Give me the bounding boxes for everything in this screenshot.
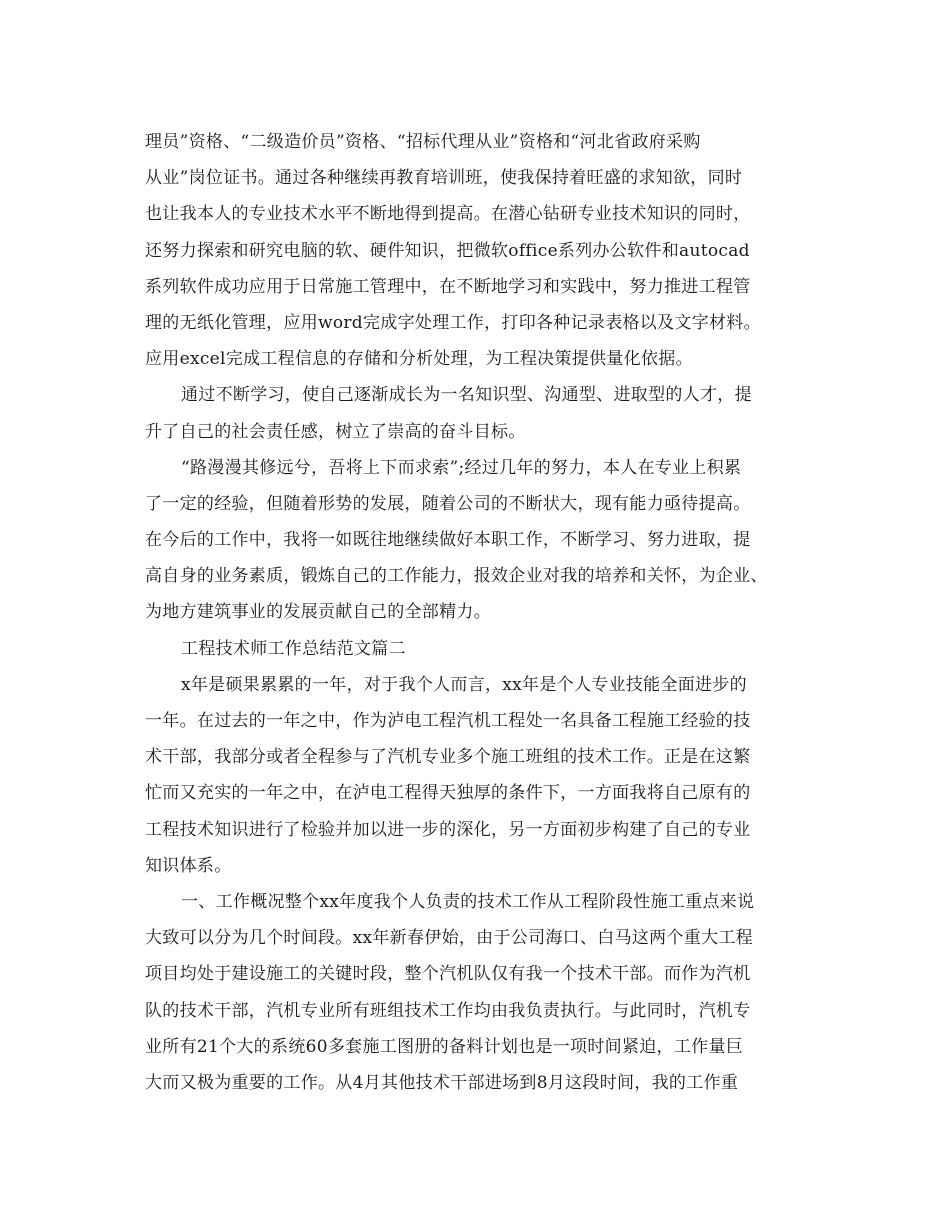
text-line: 理的无纸化管理，应用word完成字处理工作，打印各种记录表格以及文字材料。 (145, 312, 761, 333)
text-line: 还努力探索和研究电脑的软、硬件知识，把微软office系列办公软件和autocad (145, 240, 750, 261)
text-line: 一年。在过去的一年之中，作为泸电工程汽机工程处一名具备工程施工经验的技 (145, 711, 751, 731)
text-line: “路漫漫其修远兮，吾将上下而求索”;经过几年的努力，本人在专业上积累 (181, 457, 742, 478)
text-line: 了一定的经验，但随着形势的发展，随着公司的不断状大，现有能力亟待提高。 (145, 493, 751, 514)
text-line: 系列软件成功应用于日常施工管理中，在不断地学习和实践中，努力推进工程管 (145, 276, 751, 297)
text-line: 知识体系。 (145, 855, 232, 876)
document-body (145, 124, 810, 1101)
text-line: 忙而又充实的一年之中，在泸电工程得天独厚的条件下，一方面我将自己原有的 (145, 783, 751, 804)
text-line: 工程技术师工作总结范文篇二 (181, 638, 406, 659)
text-line: 从业”岗位证书。通过各种继续再教育培训班，使我保持着旺盛的求知欲，同时 (145, 168, 743, 189)
text-line: 项目均处于建设施工的关键时段，整个汽机队仅有我一个技术干部。而作为汽机 (145, 964, 751, 985)
text-line: 高自身的业务素质，锻炼自己的工作能力，报效企业对我的培养和关怀，为企业、 (145, 566, 768, 587)
text-line: 术干部，我部分或者全程参与了汽机专业多个施工班组的技术工作。正是在这繁 (145, 747, 751, 768)
text-line: 工程技术知识进行了检验并加以进一步的深化，另一方面初步构建了自己的专业 (145, 819, 751, 840)
text-line: 队的技术干部，汽机专业所有班组技术工作均由我负责执行。与此同时，汽机专 (145, 1000, 751, 1021)
text-line: 一、工作概况整个xx年度我个人负责的技术工作从工程阶段性施工重点来说 (181, 891, 755, 912)
text-line: 业所有21个大的系统60多套施工图册的备料计划也是一项时间紧迫，工作量巨 (145, 1036, 744, 1057)
text-line: 在今后的工作中，我将一如既往地继续做好本职工作，不断学习、努力进取，提 (145, 530, 751, 551)
text-line: 升了自己的社会责任感，树立了崇高的奋斗目标。 (145, 421, 526, 442)
text-line: 通过不断学习，使自己逐渐成长为一名知识型、沟通型、进取型的人才，提 (181, 385, 752, 406)
text-line: 为地方建筑事业的发展贡献自己的全部精力。 (145, 602, 491, 623)
text-line: 应用excel完成工程信息的存储和分析处理，为工程决策提供量化依据。 (145, 349, 693, 370)
text-line: 大致可以分为几个时间段。xx年新春伊始，由于公司海口、白马这两个重大工程 (145, 928, 753, 949)
text-line: 理员”资格、“二级造价员”资格、“招标代理从业”资格和“河北省政府采购 (145, 132, 701, 152)
text-line: 也让我本人的专业技术水平不断地得到提高。在潜心钻研专业技术知识的同时， (145, 204, 751, 225)
text-line: 大而又极为重要的工作。从4月其他技术干部进场到8月这段时间，我的工作重 (145, 1072, 739, 1093)
text-line: x年是硕果累累的一年，对于我个人而言，xx年是个人专业技能全面进步的 (181, 674, 747, 695)
